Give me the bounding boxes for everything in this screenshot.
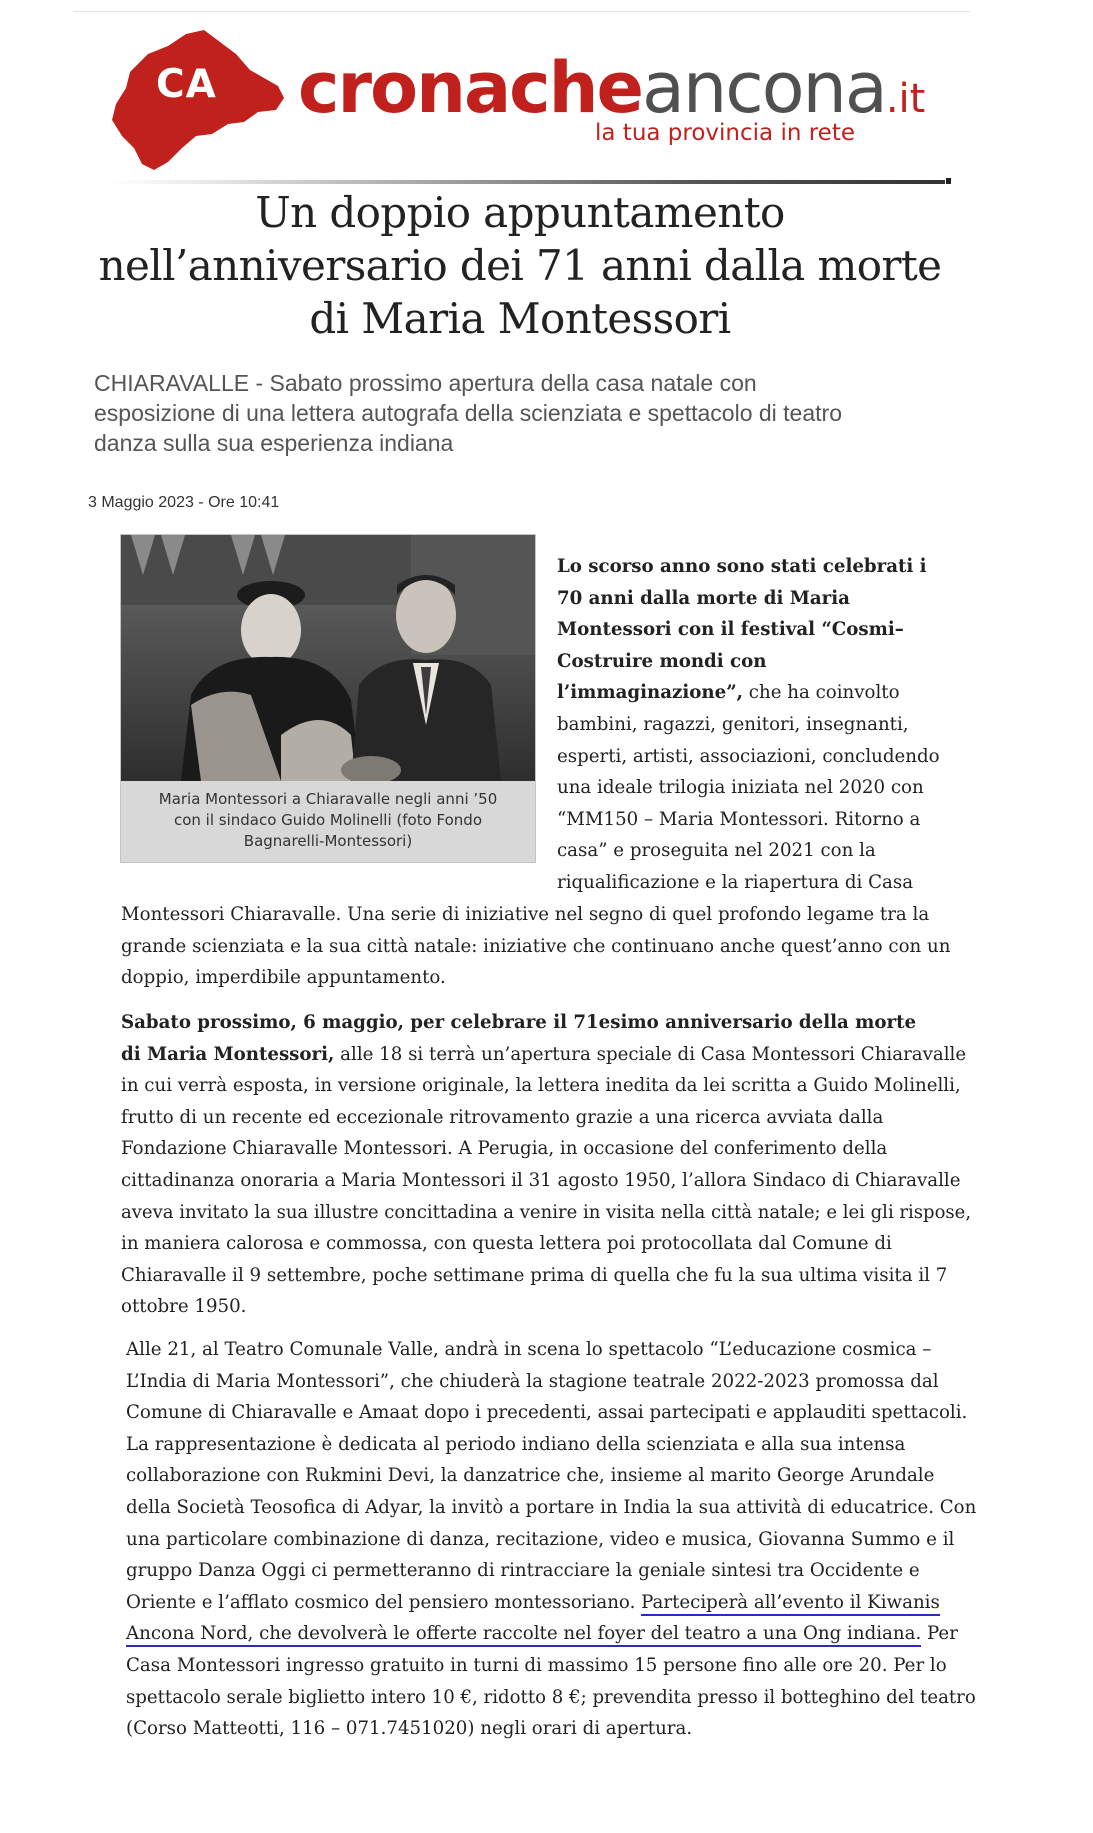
article-dateline: 3 Maggio 2023 - Ore 10:41 [88,494,280,511]
paragraph-3-line: Oriente e l’afflato cosmico del pensiero montessoriano. Parteciperà all’evento il Kiwanis [126,1592,940,1613]
paragraph-2-line: Chiaravalle il 9 settembre, poche settimane prima di quella che fu la sua ultima visita il 7 [121,1264,948,1286]
article-subhead: CHIARAVALLE - Sabato prossimo apertura della casa natale con esposizione di una lettera autografa della scienziata e spettacolo di teatro danza sulla sua esperienza indiana [94,370,842,456]
paragraph-3-line: La rappresentazione è dedicata al periodo indiano della scienziata e alla sua intensa [126,1433,906,1455]
paragraph-1-line: l’immaginazione”, che ha coinvolto [557,682,900,704]
paragraph-1-line: una ideale trilogia iniziata nel 2020 con [557,777,924,799]
paragraph-1-line: grande scienziata e la sua città natale: iniziative che continuano anche quest’anno con un [121,935,951,957]
paragraph-2-line: di Maria Montessori, alle 18 si terrà un’apertura speciale di Casa Montessori Chiaravalle [121,1043,967,1065]
paragraph-2-line: Sabato prossimo, 6 maggio, per celebrare il 71esimo anniversario della morte [121,1012,917,1033]
paragraph-2-line: Fondazione Chiaravalle Montessori. A Perugia, in occasione del conferimento della [121,1138,888,1160]
paragraph-3-line: collaborazione con Rukmini Devi, la danzatrice che, insieme al marito George Arundale [126,1465,935,1487]
paragraph-1-line: Lo scorso anno sono stati celebrati i [557,556,927,577]
photo-caption: Maria Montessori a Chiaravalle negli anni ’50 con il sindaco Guido Molinelli (foto Fondo Bagnarelli-Montessori) [158,790,498,850]
paragraph-1-line: Montessori con il festival “Cosmi– [557,619,904,641]
paragraph-1-line: bambini, ragazzi, genitori, insegnanti, [557,714,909,735]
article-photo[interactable] [121,535,535,781]
header-rule [108,180,945,184]
logo-badge: CA [156,62,217,107]
paragraph-3-line: Ancona Nord, che devolverà le offerte raccolte nel foyer del teatro a una Ong indiana. Per [126,1623,958,1644]
paragraph-1-line: Costruire mondi con [557,650,767,672]
paragraph-2-line: cittadinanza onoraria a Maria Montessori il 31 agosto 1950, l’allora Sindaco di Chiaravalle [121,1170,961,1191]
paragraph-1-line: “MM150 – Maria Montessori. Ritorno a [557,808,921,830]
header-rule-cap [946,178,951,184]
paragraph-3-line: una particolare combinazione di danza, recitazione, video e musica, Giovanna Summo e il [126,1528,955,1550]
logo-tagline: la tua provincia in rete [595,120,855,146]
paragraph-2-line: ottobre 1950. [121,1296,247,1318]
article-figure [120,534,536,863]
logo-wordmark: cronacheancona.it [298,47,926,129]
paragraph-3-line: L’India di Maria Montessori”, che chiuderà la stagione teatrale 2022-2023 promossa dal [126,1370,939,1392]
paragraph-3-line: gruppo Danza Oggi ci permetteranno di rintracciare la geniale sintesi tra Occidente e [126,1560,920,1582]
site-logo[interactable] [108,24,948,174]
paragraph-3-line: Casa Montessori ingresso gratuito in turni di massimo 15 persone fino alle ore 20. Per lo [126,1655,947,1676]
photo-icon [121,535,535,781]
paragraph-3-line: (Corso Matteotti, 116 – 071.7451020) negli orari di apertura. [126,1718,693,1740]
paragraph-3-line: spettacolo serale biglietto intero 10 €, ridotto 8 €; prevendita presso il botteghino del teatro [126,1686,976,1708]
paragraph-1-line: Montessori Chiaravalle. Una serie di iniziative nel segno di quel profondo legame tra la [121,904,930,925]
paragraph-2-line: aveva invitato la sua illustre concittadina a venire in visita nella città natale; e lei gli rispose, [121,1201,972,1223]
paragraph-1-line: casa” e proseguita nel 2021 con la [557,840,876,862]
paragraph-3-line: Alle 21, al Teatro Comunale Valle, andrà in scena lo spettacolo “L’educazione cosmica – [126,1339,932,1360]
paragraph-1-line: 70 anni dalla morte di Maria [557,587,850,609]
paragraph-1-line: doppio, imperdibile appuntamento. [121,967,446,989]
paragraph-2-line: in cui verrà esposta, in versione originale, la lettera inedita da lei scritta a Guido Molinelli, [121,1075,961,1097]
paragraph-3-line: della Società Teosofica di Adyar, la invitò a portare in India la sua attività di educatrice. Con [126,1497,977,1518]
paragraph-2-line: frutto di un recente ed eccezionale ritrovamento grazie a una ricerca avviata dalla [121,1106,884,1128]
paragraph-1-line: esperti, artisti, associazioni, concludendo [557,745,940,767]
paragraph-1-line: riqualificazione e la riapertura di Casa [557,872,914,893]
paragraph-3-line: Comune di Chiaravalle e Amaat dopo i precedenti, assai partecipati e applauditi spettacoli. [126,1402,968,1424]
article-date: 3 Maggio 2023 [88,494,194,511]
article-time: Ore 10:41 [208,494,280,511]
top-divider [73,11,970,12]
article-headline: Un doppio appuntamento nell’anniversario dei 71 anni dalla morte di Maria Montessori [98,188,942,343]
paragraph-2-line: in maniera calorosa e commossa, con questa lettera poi protocollata dal Comune di [121,1233,892,1255]
